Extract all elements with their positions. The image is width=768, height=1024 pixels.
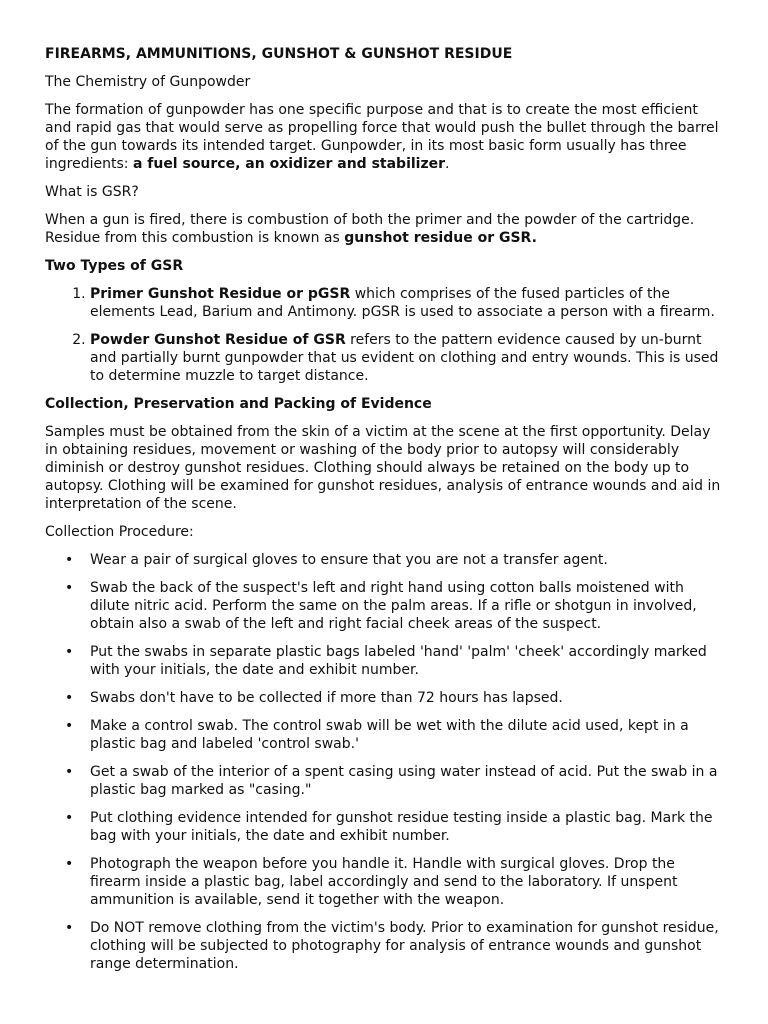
section-heading-what-is-gsr: What is GSR? <box>45 184 139 200</box>
document-title: FIREARMS, AMMUNITIONS, GUNSHOT & GUNSHOT RESIDUE <box>45 46 513 62</box>
procedure-item-text: Get a swab of the interior of a spent casing using water instead of acid. Put the swab in a plastic bag marked as "casing." <box>90 764 718 798</box>
procedure-item <box>65 579 722 633</box>
list-item-bold: Primer Gunshot Residue or pGSR <box>90 286 351 302</box>
procedure-item-text: Put clothing evidence intended for gunshot residue testing inside a plastic bag. Mark the bag with your initials, the date and exhibit number. <box>90 810 713 844</box>
procedure-item <box>65 643 722 679</box>
procedure-item <box>65 919 722 973</box>
list-item-primer-gsr <box>90 285 722 321</box>
bullet-icon: • <box>65 718 74 734</box>
procedure-item-text: Do NOT remove clothing from the victim's body. Prior to examination for gunshot residue, clothing will be subjected to photography for analysis of entrance wounds and gunshot range determination. <box>90 920 719 972</box>
bullet-icon: • <box>65 856 74 872</box>
section-heading-procedure: Collection Procedure: <box>45 524 194 540</box>
bullet-icon: • <box>65 644 74 660</box>
procedure-item-text: Photograph the weapon before you handle it. Handle with surgical gloves. Drop the firearm inside a plastic bag, label accordingly and send to the laboratory. If unspent ammunition is available, send it together with the weapon. <box>90 856 678 908</box>
paragraph-gsr-text: When a gun is fired, there is combustion of both the primer and the powder of the cartridge. Residue from this combustion is known as <box>45 212 695 246</box>
procedure-item <box>65 855 722 909</box>
bullet-icon: • <box>65 810 74 826</box>
list-item-bold: Powder Gunshot Residue of GSR <box>90 332 346 348</box>
procedure-item-text: Swabs don't have to be collected if more than 72 hours has lapsed. <box>90 690 563 706</box>
paragraph-chemistry-bold: a fuel source, an oxidizer and stabilizer <box>132 156 446 172</box>
list-item-text: which comprises of the fused particles of the elements Lead, Barium and Antimony. pGSR is used to associate a person with a firearm. <box>90 286 715 320</box>
procedure-item <box>65 717 722 753</box>
procedure-item-text: Swab the back of the suspect's left and right hand using cotton balls moistened with dilute nitric acid. Perform the same on the palm areas. If a rifle or shotgun in involved, obtain also a swab of the left and right facial cheek areas of the suspect. <box>90 580 697 632</box>
paragraph-chemistry-end: . <box>445 156 450 172</box>
paragraph-gsr-bold: gunshot residue or GSR. <box>344 230 537 246</box>
bullet-icon: • <box>65 690 74 706</box>
paragraph-what-is-gsr <box>45 211 722 247</box>
bullet-icon: • <box>65 580 74 596</box>
procedure-list <box>45 551 722 973</box>
procedure-item-text: Make a control swab. The control swab will be wet with the dilute acid used, kept in a plastic bag and labeled 'control swab.' <box>90 718 689 752</box>
paragraph-chemistry <box>45 101 722 173</box>
bullet-icon: • <box>65 920 74 936</box>
procedure-item-text: Put the swabs in separate plastic bags labeled 'hand' 'palm' 'cheek' accordingly marked with your initials, the date and exhibit number. <box>90 644 707 678</box>
section-heading-chemistry: The Chemistry of Gunpowder <box>45 74 251 90</box>
procedure-item <box>65 551 722 569</box>
section-heading-collection: Collection, Preservation and Packing of Evidence <box>45 396 432 412</box>
list-item-powder-gsr <box>90 331 722 385</box>
bullet-icon: • <box>65 552 74 568</box>
paragraph-chemistry-text: The formation of gunpowder has one specific purpose and that is to create the most efficient and rapid gas that would serve as propelling force that would push the bullet through the barrel of the gun towards its intended target. Gunpowder, in its most basic form usually has three ingredients: <box>45 102 719 172</box>
procedure-item-text: Wear a pair of surgical gloves to ensure that you are not a transfer agent. <box>90 552 608 568</box>
section-heading-two-types: Two Types of GSR <box>45 258 184 274</box>
procedure-item <box>65 689 722 707</box>
list-item-text: refers to the pattern evidence caused by un-burnt and partially burnt gunpowder that us evident on clothing and entry wounds. This is used to determine muzzle to target distance. <box>90 332 719 384</box>
procedure-item <box>65 809 722 845</box>
paragraph-collection: Samples must be obtained from the skin of a victim at the scene at the first opportunity. Delay in obtaining residues, movement or washing of the body prior to autopsy will considerably diminish or destroy gunshot residues. Clothing should always be retained on the body up to autopsy. Clothing will be examined for gunshot residues, analysis of entrance wounds and aid in interpretation of the scene. <box>45 424 721 512</box>
bullet-icon: • <box>65 764 74 780</box>
procedure-item <box>65 763 722 799</box>
gsr-types-list <box>45 285 722 385</box>
